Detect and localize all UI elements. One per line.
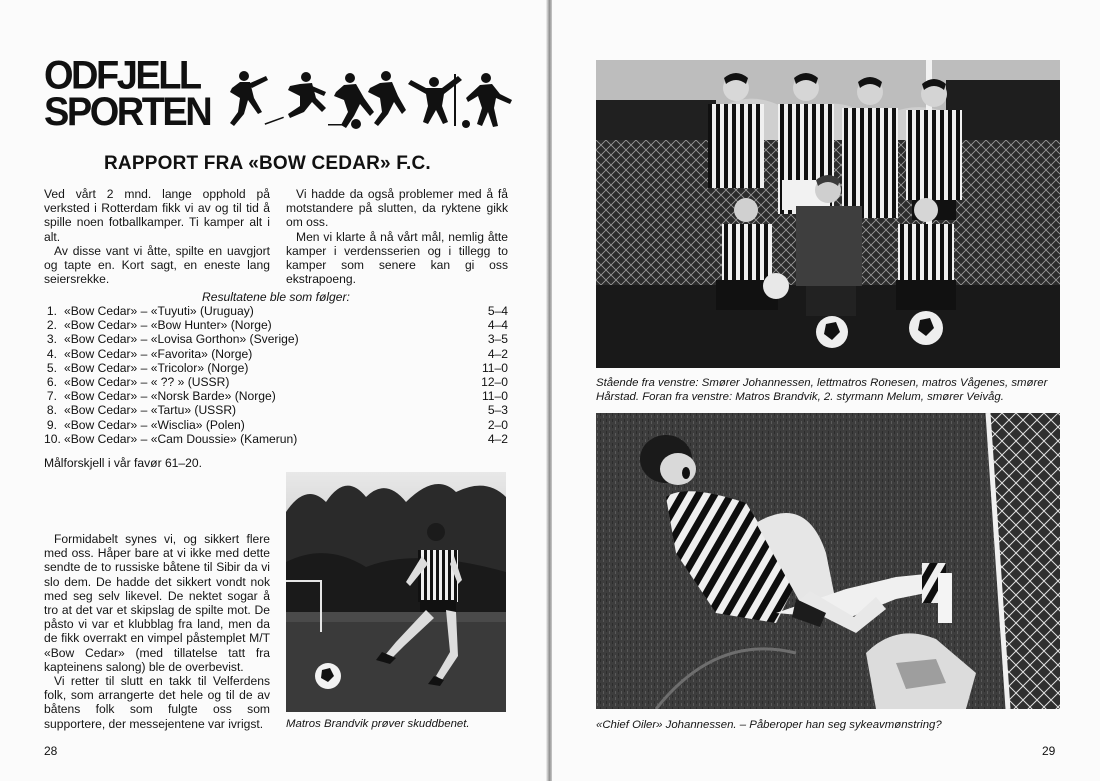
article-column-c	[44, 532, 270, 731]
photo-fall	[596, 413, 1060, 709]
result-score: 5–3	[487, 403, 508, 418]
result-number: 6.	[46, 375, 57, 390]
page-number: 29	[1042, 744, 1056, 758]
page-right	[552, 0, 1100, 781]
photo-caption: Matros Brandvik prøver skuddbenet.	[286, 718, 470, 730]
page-number: 28	[44, 744, 58, 758]
result-match: «Bow Cedar» – «Wisclia» (Polen)	[64, 417, 245, 432]
result-number: 9.	[46, 417, 57, 432]
photo-fall-image	[596, 413, 1060, 709]
result-number: 7.	[46, 389, 57, 404]
photo-team	[596, 60, 1060, 368]
results-list	[44, 304, 508, 446]
result-score: 4–2	[487, 431, 508, 446]
result-match: «Bow Cedar» – « ?? » (USSR)	[64, 375, 230, 390]
result-row	[44, 432, 508, 446]
result-row	[44, 389, 508, 403]
result-number: 5.	[46, 360, 57, 375]
result-number: 3.	[46, 332, 57, 347]
photo-caption: Stående fra venstre: Smører Johannessen, lettmatros Ronesen, matros Vågenes, smører Hårstad. Foran fra venstre: Matros Brandvik, 2. styrmann Melum, smører Veivåg.	[596, 377, 1048, 403]
paragraph: Formidabelt synes vi, og sikkert flere med oss. Håper bare at vi ikke med dette sendte de to russiske båtene til Sibir da vi slo dem. De hadde det sikkert vondt nok med seg selv likevel. De nektet sogar å tro at det var et skipslag de spilte mot. De påsto vi var et klubblag fra land, men da de fikk overrakt en vimpel påstemplet M/T «Bow Cedar» (med tillatelse tatt fra kapteinens salong) ble de overbevist.	[44, 532, 270, 674]
result-score: 11–0	[481, 389, 508, 404]
masthead-line-1: ODFJELL	[44, 53, 200, 98]
article-title: RAPPORT FRA «BOW CEDAR» F.C.	[104, 153, 431, 174]
result-number: 1.	[46, 304, 57, 318]
result-row	[44, 375, 508, 389]
result-match: «Bow Cedar» – «Cam Doussie» (Kamerun)	[64, 431, 298, 446]
result-score: 3–5	[487, 332, 508, 347]
results-heading: Resultatene ble som følger:	[202, 290, 350, 304]
result-match: «Bow Cedar» – «Tuyuti» (Uruguay)	[64, 304, 254, 318]
result-number: 8.	[46, 403, 57, 418]
result-row	[44, 418, 508, 432]
result-row	[44, 304, 508, 318]
paragraph: Vi retter til slutt en takk til Velferdens folk, som arrangerte det hele og til de av båtens folk som fulgte oss som supportere, der messejentene var ivrigst.	[44, 674, 270, 731]
result-row	[44, 347, 508, 361]
result-row	[44, 332, 508, 346]
paragraph: Ved vårt 2 mnd. lange opphold på verksted i Rotterdam fikk vi av og til tid å spille noen fotballkamper. Ti kamper alt i alt.	[44, 187, 270, 244]
paragraph: Vi hadde da også problemer med å få motstandere på slutten, da ryktene gikk om oss.	[286, 187, 508, 230]
result-match: «Bow Cedar» – «Bow Hunter» (Norge)	[64, 318, 272, 333]
masthead-line-2: SPORTEN	[44, 90, 211, 135]
masthead-title	[44, 53, 211, 135]
photo-kick	[286, 472, 506, 712]
result-score: 2–0	[487, 417, 508, 432]
paragraph: Men vi klarte å nå vårt mål, nemlig åtte kamper i verdensserien og i tillegg to kamper som senere kan gi oss ekstrapoeng.	[286, 229, 508, 287]
result-number: 10.	[44, 431, 61, 446]
paragraph: Av disse vant vi åtte, spilte en uavgjort og tapte en. Kort sagt, en eneste lang seiersrekke.	[44, 243, 270, 287]
result-row	[44, 403, 508, 417]
goal-difference: Målforskjell i vår favør 61–20.	[44, 456, 202, 470]
result-row	[44, 318, 508, 332]
article-column-b	[286, 187, 508, 286]
photo-team-image	[596, 60, 1060, 368]
result-match: «Bow Cedar» – «Norsk Barde» (Norge)	[64, 389, 276, 404]
result-row	[44, 361, 508, 375]
result-score: 12–0	[481, 375, 508, 390]
result-match: «Bow Cedar» – «Favorita» (Norge)	[64, 346, 253, 361]
result-number: 4.	[46, 346, 57, 361]
result-number: 2.	[46, 318, 57, 333]
photo-caption: «Chief Oiler» Johannessen. – Påberoper han seg sykeavmønstring?	[596, 719, 942, 731]
page-left	[0, 0, 548, 781]
result-score: 4–2	[487, 346, 508, 361]
result-match: «Bow Cedar» – «Tricolor» (Norge)	[64, 360, 249, 375]
result-match: «Bow Cedar» – «Lovisa Gorthon» (Sverige)	[64, 332, 299, 347]
masthead	[44, 53, 514, 138]
athlete-silhouettes-icon	[228, 68, 514, 132]
result-match: «Bow Cedar» – «Tartu» (USSR)	[64, 403, 237, 418]
result-score: 5–4	[487, 304, 508, 318]
result-score: 11–0	[481, 360, 508, 375]
result-score: 4–4	[487, 318, 508, 333]
photo-kick-image	[286, 472, 506, 712]
article-column-a	[44, 187, 270, 286]
